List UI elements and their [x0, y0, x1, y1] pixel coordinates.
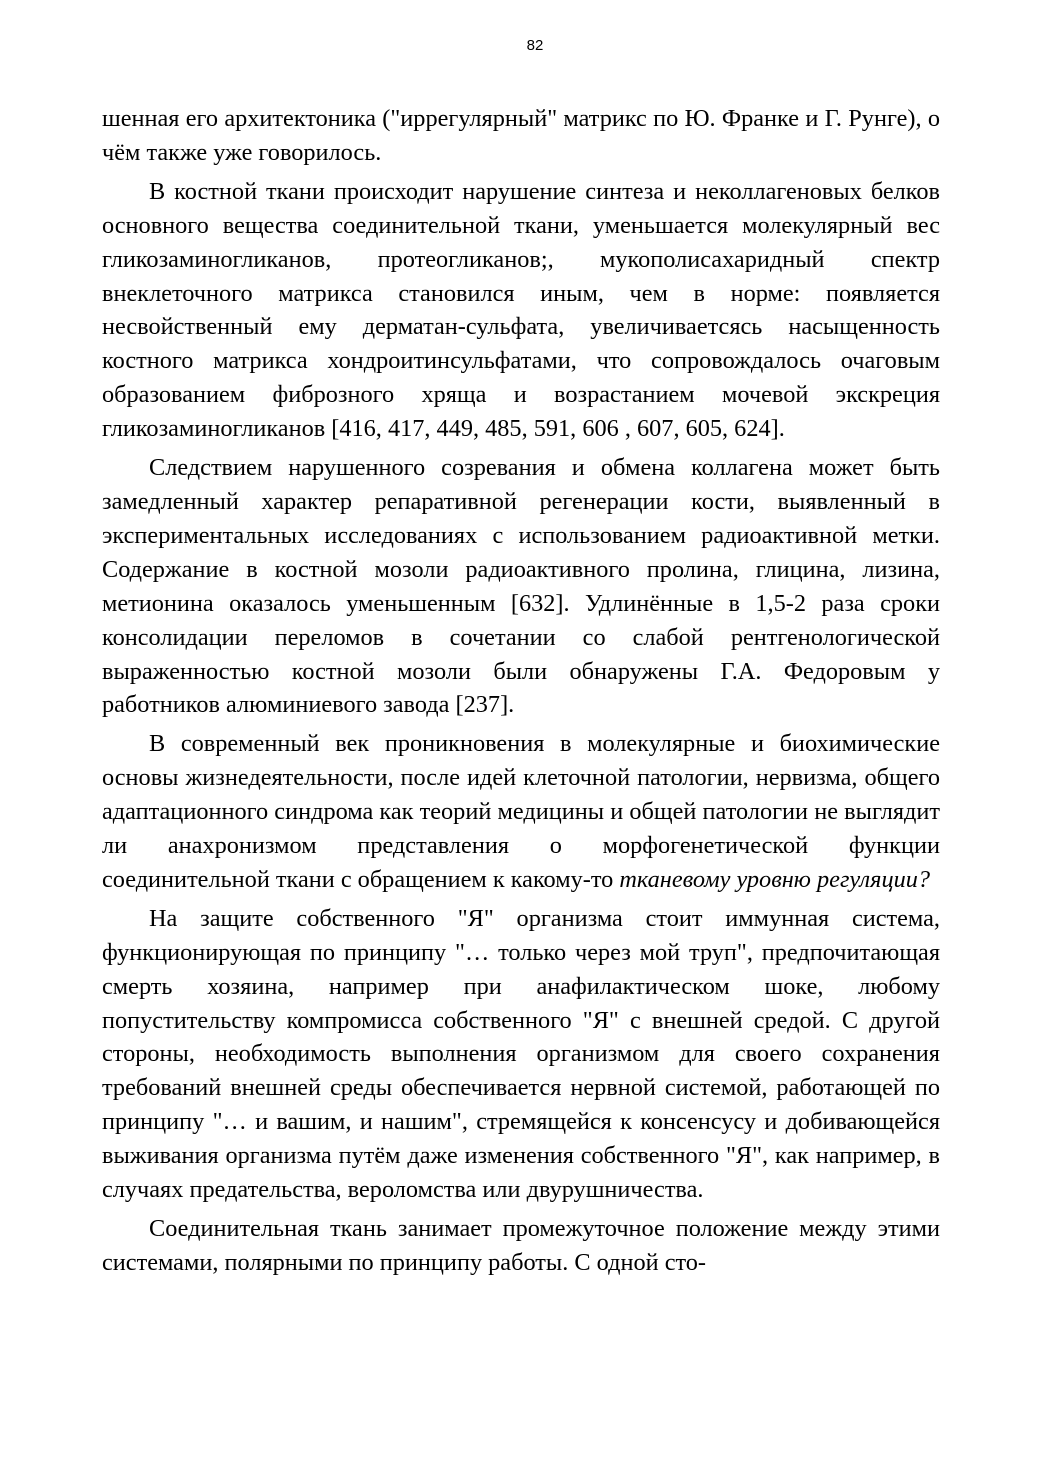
- paragraph-4-italic: тканевому уровню регуляции?: [619, 865, 931, 893]
- paragraph-4: [102, 727, 940, 897]
- paragraph-5: На защите собственного "Я" организма стоит иммунная система, функционирующая по принципу "… только через мой труп", предпочитающая смерть хозяина, например при анафилактическом шоке, любому попустительству компромисса собственного "Я" с внешней средой. С другой стороны, необходимость выполнения организмом для своего сохранения требований внешней среды обеспечивается нервной системой, работающей по принципу "… и вашим, и нашим", стремящейся к консенсусу и добивающейся выживания организма путём даже изменения собственного "Я", как например, в случаях предательства, вероломства или двурушничества.: [102, 904, 940, 1204]
- paragraph-6: Соединительная ткань занимает промежуточное положение между этими системами, полярными по принципу работы. С одной сто-: [102, 1215, 940, 1276]
- paragraph-4-text: В современный век проникновения в молекулярные и биохимические основы жизнедеятельности, после идей клеточной патологии, нервизма, общего адаптационного синдрома как теорий медицины и общей патологии не выглядит ли анахронизмом представления о морфогенетической функции соединительной ткани с обращением к какому-то: [102, 730, 940, 893]
- paragraph-3: Следствием нарушенного созревания и обмена коллагена может быть замедленный характер репаративной регенерации кости, выявленный в экспериментальных исследованиях с использованием радиоактивной метки. Содержание в костной мозоли радиоактивного пролина, глицина, лизина, метионина оказалось уменьшенным [632]. Удлинённые в 1,5-2 раза сроки консолидации переломов в сочетании со слабой рентгенологической выраженностью костной мозоли были обнаружены Г.А. Федоровым у работников алюминиевого завода [237].: [102, 454, 940, 719]
- document-body: [102, 102, 940, 1280]
- paragraph-2: В костной ткани происходит нарушение синтеза и неколлагеновых белков основного вещества соединительной ткани, уменьшается молекулярный вес гликозаминогликанов, протеогликанов;, мукополисахаридный спектр внеклеточного матрикса становился иным, чем в норме: появляется несвойственный ему дерматан-сульфата, увеличиваетсясь насыщенность костного матрикса хондроитинсульфатами, что сопровождалось очаговым образованием фиброзного хряща и возрастанием мочевой экскреция гликозаминогликанов [416, 417, 449, 485, 591, 606 , 607, 605, 624].: [102, 177, 940, 443]
- page-number: 82: [526, 37, 544, 54]
- paragraph-1: шенная его архитектоника ("иррегулярный" матрикс по Ю. Франке и Г. Рунге), о чём также уже говорилось.: [102, 105, 940, 166]
